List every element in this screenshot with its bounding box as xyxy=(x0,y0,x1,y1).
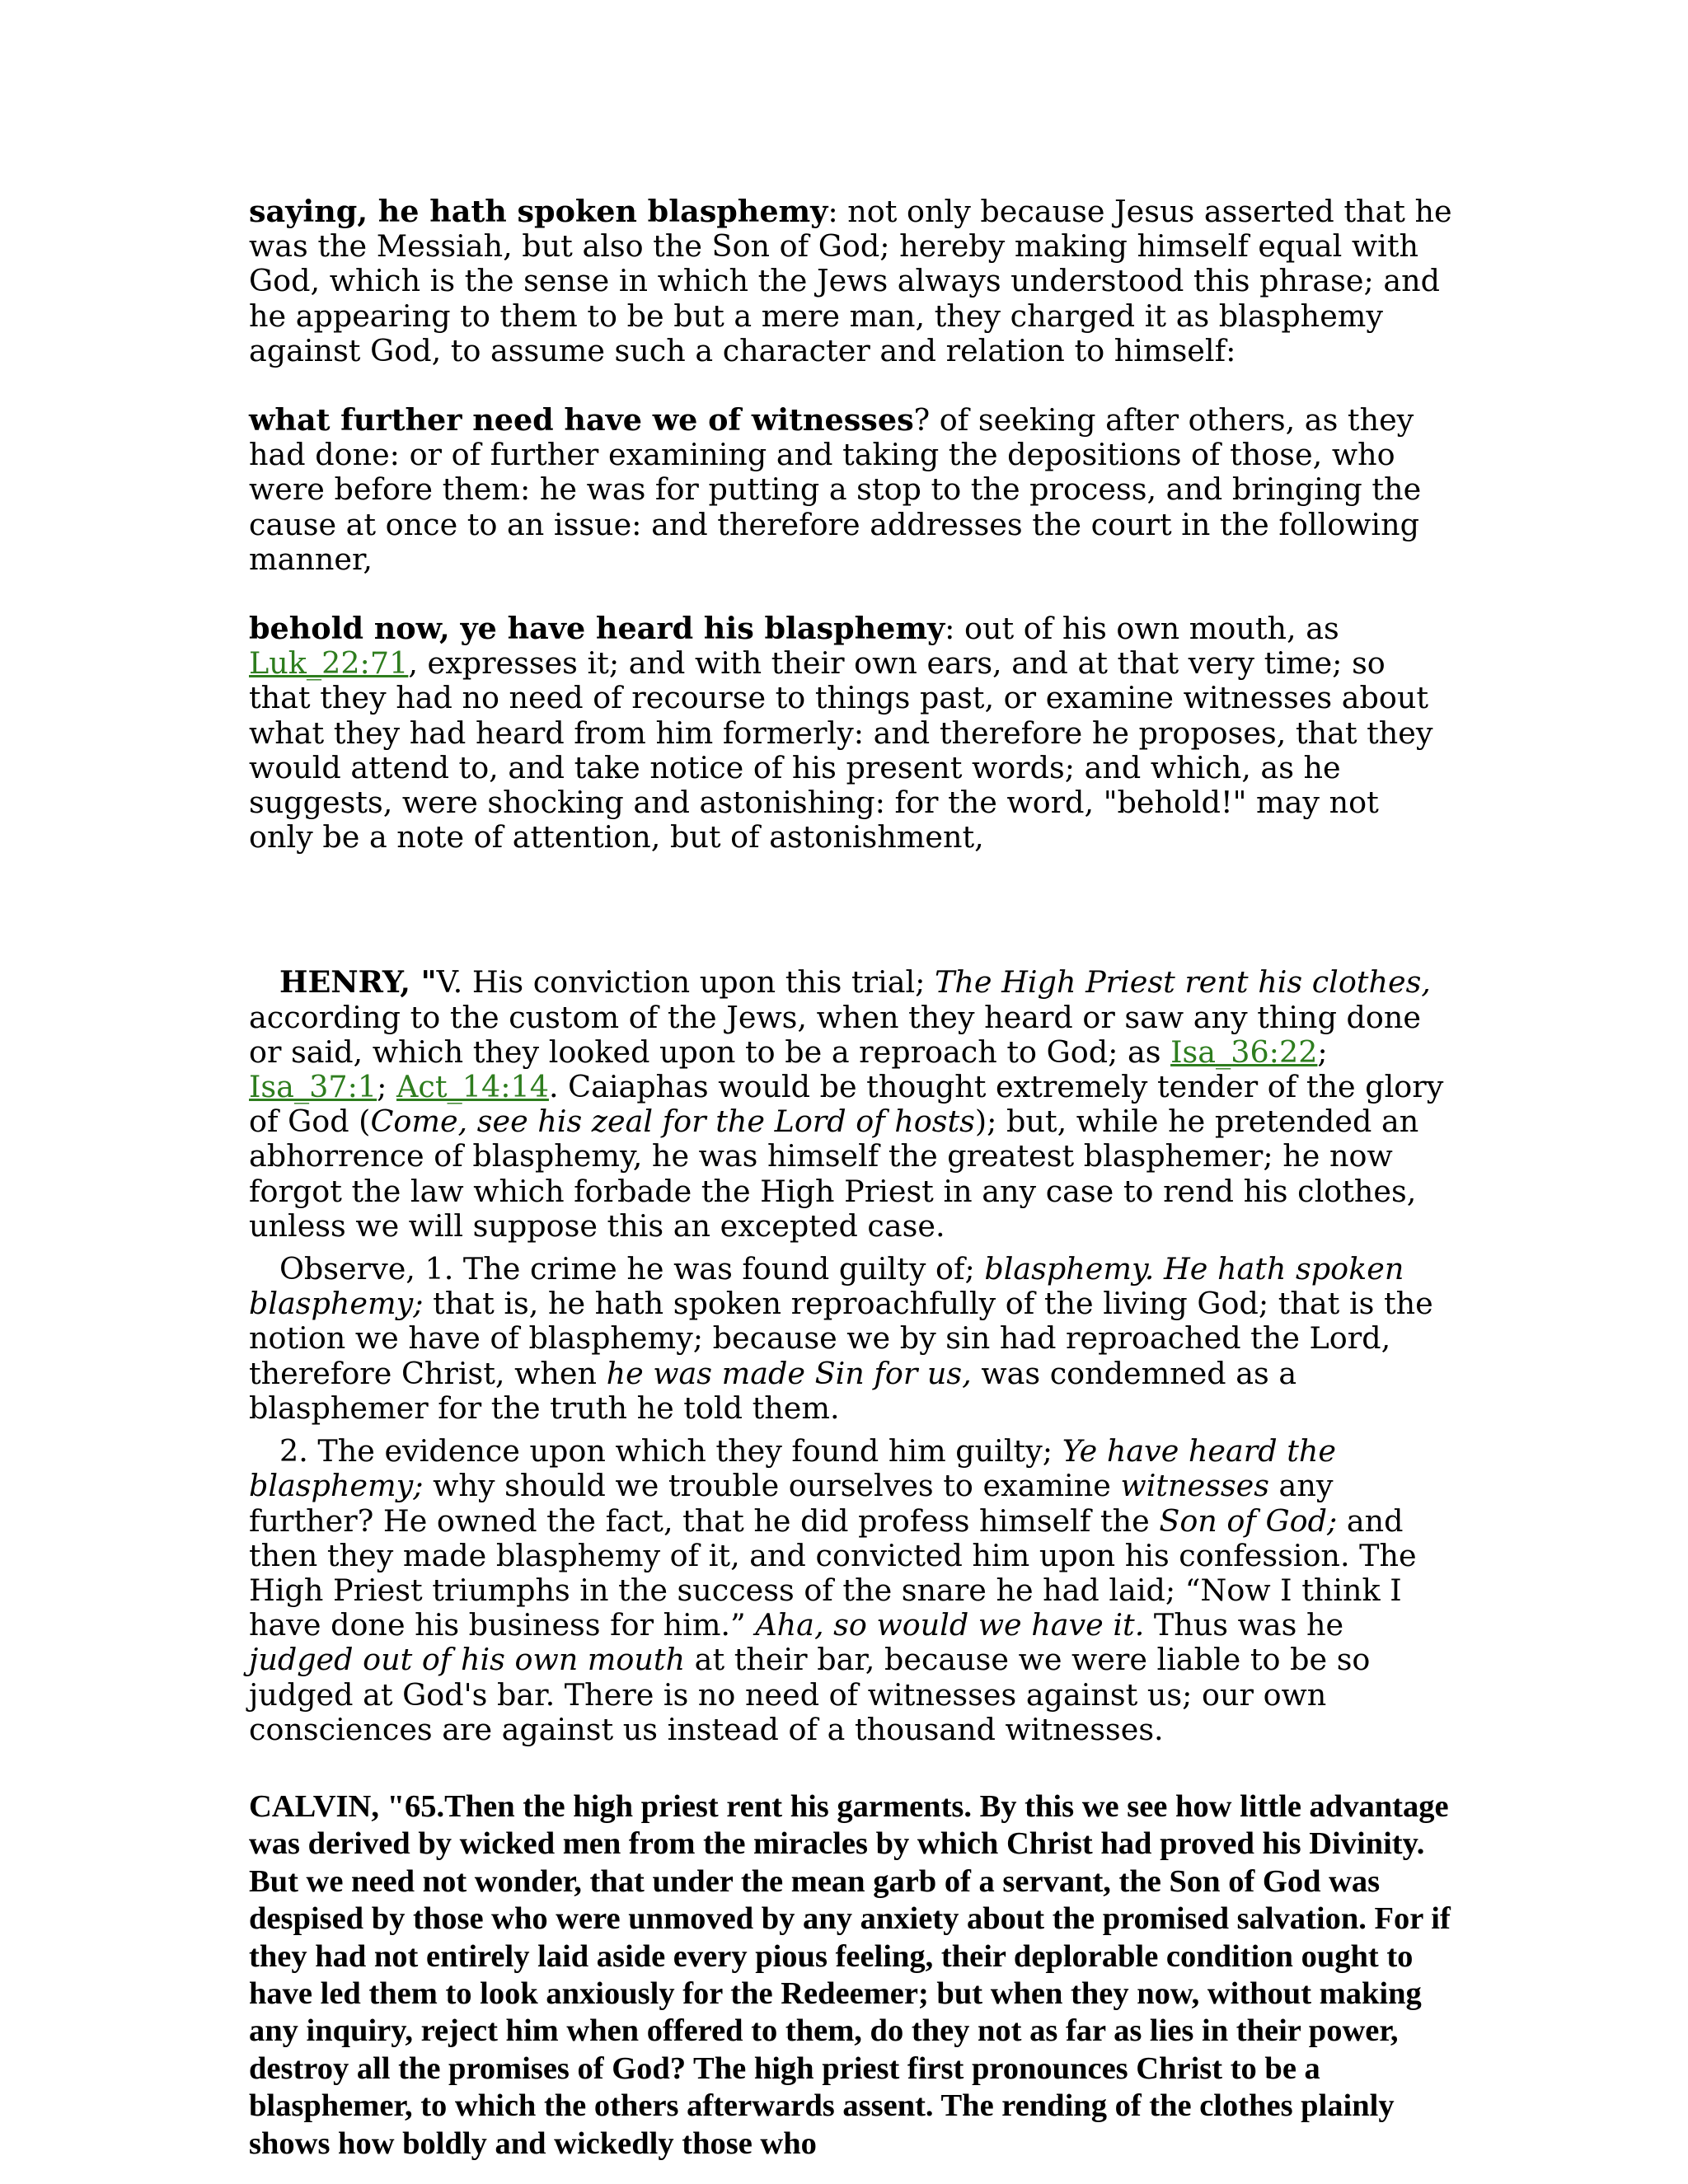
commentary-text: that is, he hath spoken reproachfully of the living God; that is the notion we have of blasphemy; because we by sin had reproached the Lord, therefore Christ, when xyxy=(249,1286,1433,1391)
henry-paragraph-3 xyxy=(249,1434,1452,1747)
scripture-link-isa-36-22[interactable]: Isa_36:22 xyxy=(1170,1033,1318,1070)
commentary-text: any further? He owned the fact, that he did profess himself the xyxy=(249,1468,1334,1539)
emphasis-text: Come, see his zeal for the Lord of hosts xyxy=(370,1104,975,1140)
commentary-text: why should we trouble ourselves to examine xyxy=(423,1468,1121,1504)
commentary-text: 2. The evidence upon which they found him guilty; xyxy=(279,1433,1062,1469)
henry-paragraph-1 xyxy=(249,965,1452,1244)
commentary-text: at their bar, because we were liable to be so judged at God's bar. There is no need of witnesses against us; our own consciences are against us instead of a thousand witnesses. xyxy=(249,1642,1371,1747)
emphasis-text: judged out of his own mouth xyxy=(249,1642,686,1678)
commentary-text: : out of his own mouth, as xyxy=(945,611,1339,647)
emphasis-text: Son of God; xyxy=(1159,1502,1338,1539)
henry-commentary xyxy=(249,965,1452,1746)
gill-paragraph-2 xyxy=(249,403,1452,577)
emphasis-text: Ye have heard the blasphemy; xyxy=(249,1433,1336,1504)
henry-paragraph-2 xyxy=(249,1252,1452,1426)
commentary-text: : not only because Jesus asserted that he was the Messiah, but also the Son of God; hereby making himself equal with God, which is the sense in which the Jews always understood this phrase; and he appearing to them to be but a mere man, they charged it as blasphemy against God, to assume such a character and relation to himself: xyxy=(249,194,1452,368)
scripture-link-isa-37-1[interactable]: Isa_37:1 xyxy=(249,1069,377,1105)
commentator-label-henry: HENRY, " xyxy=(279,964,437,1001)
gill-paragraph-3 xyxy=(249,612,1452,855)
commentary-text: ? of seeking after others, as they had done: or of further examining and taking the depositions of those, who were before them: he was for putting a stop to the process, and bringing the cause at once to an issue: and therefore addresses the court in the following manner, xyxy=(249,402,1422,577)
verse-phrase: what further need have we of witnesses xyxy=(249,402,914,438)
commentary-text: V. His conviction upon this trial; xyxy=(436,964,935,1001)
scripture-link-act-14-14[interactable]: Act_14:14 xyxy=(396,1069,549,1105)
verse-phrase: behold now, ye have heard his blasphemy xyxy=(249,611,945,647)
separator: ; xyxy=(377,1069,397,1105)
emphasis-text: blasphemy. He hath spoken blasphemy; xyxy=(249,1251,1404,1322)
emphasis-text: Aha, so would we have it. xyxy=(755,1607,1145,1643)
commentary-text: ); but, while he pretended an abhorrence of blasphemy, he was himself the greatest blasphemer; he now forgot the law which forbade the High Priest in any case to rend his clothes, unless we will suppose this an excepted case. xyxy=(249,1104,1419,1244)
commentary-text: , expresses it; and with their own ears, and at that very time; so that they had no need of recourse to things past, or examine witnesses about what they had heard from him formerly: and therefore he proposes, that they would attend to, and take notice of his present words; and which, as he suggests, were shocking and astonishing: for the word, "behold!" may not only be a note of attention, but of astonishment, xyxy=(249,645,1433,855)
verse-phrase: saying, he hath spoken blasphemy xyxy=(249,194,828,229)
commentary-text: . Caiaphas would be thought extremely tender of the glory of God ( xyxy=(249,1069,1444,1140)
scripture-link-luk-22-71[interactable]: Luk_22:71 xyxy=(249,645,409,682)
emphasis-text: The High Priest rent his clothes, xyxy=(935,964,1431,1001)
commentary-text: according to the custom of the Jews, when they heard or saw any thing done or said, which they looked upon to be a reproach to God; as xyxy=(249,999,1421,1070)
emphasis-text: witnesses xyxy=(1120,1468,1269,1504)
document-page xyxy=(249,194,1452,2163)
separator: ; xyxy=(1317,1033,1328,1070)
calvin-paragraph: CALVIN, "65.Then the high priest rent his garments. By this we see how little advantage was derived by wicked men from the miracles by which Christ had proved his Divinity. But we need not wonder, that under the mean garb of a servant, the Son of God was despised by those who were unmoved by any anxiety about the promised salvation. For if they had not entirely laid aside every pious feeling, their deplorable condition ought to have led them to look anxiously for the Redeemer; but when they now, without making any inquiry, reject him when offered to them, do they not as far as lies in their power, destroy all the promises of God? The high priest first pronounces Christ to be a blasphemer, to which the others afterwards assent. The rending of the clothes plainly shows how boldly and wickedly those who xyxy=(249,1788,1451,2161)
emphasis-text: he was made Sin for us, xyxy=(606,1355,972,1391)
commentary-text: Thus was he xyxy=(1144,1607,1344,1643)
commentary-text: Observe, 1. The crime he was found guilty of; xyxy=(279,1251,985,1287)
commentary-text: and then they made blasphemy of it, and convicted him upon his confession. The High Priest triumphs in the success of the snare he had laid; “Now I think I have done his business for him.” xyxy=(249,1502,1417,1643)
gill-paragraph-1 xyxy=(249,194,1452,368)
commentary-text: was condemned as a blasphemer for the truth he told them. xyxy=(249,1355,1297,1426)
